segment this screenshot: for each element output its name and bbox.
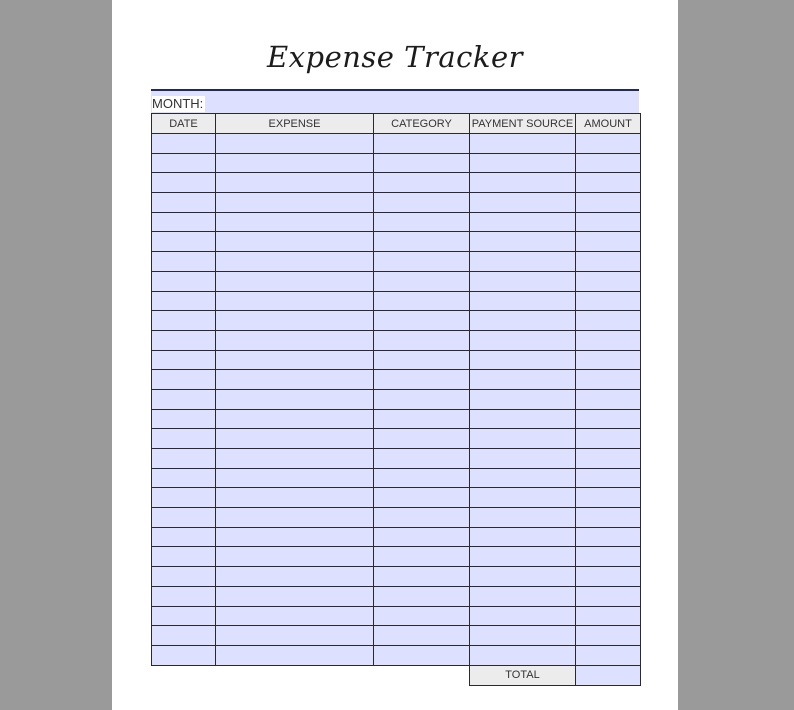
cell-expense[interactable] [216, 645, 374, 665]
cell-amount[interactable] [576, 271, 641, 291]
cell-expense[interactable] [216, 291, 374, 311]
cell-date[interactable] [152, 330, 216, 350]
total-amount-field[interactable] [576, 665, 641, 685]
cell-category[interactable] [374, 508, 470, 528]
cell-expense[interactable] [216, 449, 374, 469]
cell-amount[interactable] [576, 350, 641, 370]
cell-date[interactable] [152, 508, 216, 528]
cell-date[interactable] [152, 212, 216, 232]
cell-amount[interactable] [576, 212, 641, 232]
cell-category[interactable] [374, 606, 470, 626]
cell-category[interactable] [374, 311, 470, 331]
cell-category[interactable] [374, 252, 470, 272]
cell-expense[interactable] [216, 468, 374, 488]
cell-payment-source[interactable] [470, 350, 576, 370]
cell-expense[interactable] [216, 606, 374, 626]
cell-amount[interactable] [576, 370, 641, 390]
cell-payment-source[interactable] [470, 468, 576, 488]
cell-expense[interactable] [216, 409, 374, 429]
cell-category[interactable] [374, 193, 470, 213]
page-title: Expense Tracker [266, 40, 524, 74]
table-row [152, 350, 641, 370]
cell-date[interactable] [152, 626, 216, 646]
cell-payment-source[interactable] [470, 370, 576, 390]
cell-amount[interactable] [576, 134, 641, 154]
table-row [152, 429, 641, 449]
cell-payment-source[interactable] [470, 193, 576, 213]
cell-amount[interactable] [576, 153, 641, 173]
cell-amount[interactable] [576, 488, 641, 508]
table-row [152, 271, 641, 291]
cell-amount[interactable] [576, 252, 641, 272]
cell-category[interactable] [374, 645, 470, 665]
cell-amount[interactable] [576, 468, 641, 488]
cell-amount[interactable] [576, 291, 641, 311]
cell-expense[interactable] [216, 429, 374, 449]
cell-date[interactable] [152, 389, 216, 409]
cell-date[interactable] [152, 527, 216, 547]
cell-amount[interactable] [576, 173, 641, 193]
cell-payment-source[interactable] [470, 488, 576, 508]
cell-payment-source[interactable] [470, 547, 576, 567]
cell-expense[interactable] [216, 252, 374, 272]
cell-amount[interactable] [576, 449, 641, 469]
table-row [152, 291, 641, 311]
month-label: MONTH: [152, 96, 204, 111]
cell-payment-source[interactable] [470, 252, 576, 272]
cell-payment-source[interactable] [470, 212, 576, 232]
cell-date[interactable] [152, 586, 216, 606]
cell-amount[interactable] [576, 527, 641, 547]
cell-payment-source[interactable] [470, 291, 576, 311]
cell-date[interactable] [152, 488, 216, 508]
table-row [152, 311, 641, 331]
table-row [152, 173, 641, 193]
column-header-category: CATEGORY [374, 114, 470, 134]
cell-payment-source[interactable] [470, 429, 576, 449]
cell-category[interactable] [374, 547, 470, 567]
cell-amount[interactable] [576, 389, 641, 409]
cell-expense[interactable] [216, 626, 374, 646]
cell-category[interactable] [374, 173, 470, 193]
cell-expense[interactable] [216, 508, 374, 528]
cell-amount[interactable] [576, 586, 641, 606]
total-row-spacer [152, 665, 470, 685]
cell-amount[interactable] [576, 429, 641, 449]
cell-expense[interactable] [216, 134, 374, 154]
cell-expense[interactable] [216, 370, 374, 390]
cell-amount[interactable] [576, 193, 641, 213]
table-row [152, 153, 641, 173]
cell-amount[interactable] [576, 547, 641, 567]
cell-expense[interactable] [216, 488, 374, 508]
cell-payment-source[interactable] [470, 330, 576, 350]
cell-category[interactable] [374, 350, 470, 370]
cell-category[interactable] [374, 291, 470, 311]
cell-category[interactable] [374, 586, 470, 606]
cell-date[interactable] [152, 606, 216, 626]
cell-category[interactable] [374, 567, 470, 587]
table-row [152, 586, 641, 606]
cell-expense[interactable] [216, 547, 374, 567]
cell-payment-source[interactable] [470, 606, 576, 626]
table-row [152, 212, 641, 232]
cell-amount[interactable] [576, 311, 641, 331]
cell-category[interactable] [374, 527, 470, 547]
cell-category[interactable] [374, 134, 470, 154]
table-row [152, 547, 641, 567]
table-row [152, 370, 641, 390]
cell-category[interactable] [374, 449, 470, 469]
cell-category[interactable] [374, 232, 470, 252]
column-header-payment-source: PAYMENT SOURCE [470, 114, 576, 134]
cell-expense[interactable] [216, 330, 374, 350]
cell-date[interactable] [152, 193, 216, 213]
cell-category[interactable] [374, 370, 470, 390]
cell-expense[interactable] [216, 193, 374, 213]
table-row [152, 567, 641, 587]
table-body [152, 134, 641, 666]
table-row [152, 488, 641, 508]
cell-amount[interactable] [576, 330, 641, 350]
cell-expense[interactable] [216, 350, 374, 370]
table-row [152, 252, 641, 272]
table-row [152, 193, 641, 213]
table-row [152, 409, 641, 429]
cell-payment-source[interactable] [470, 449, 576, 469]
cell-payment-source[interactable] [470, 645, 576, 665]
table-row [152, 449, 641, 469]
cell-expense[interactable] [216, 232, 374, 252]
cell-payment-source[interactable] [470, 626, 576, 646]
column-header-amount: AMOUNT [576, 114, 641, 134]
cell-expense[interactable] [216, 153, 374, 173]
cell-payment-source[interactable] [470, 173, 576, 193]
cell-category[interactable] [374, 389, 470, 409]
cell-amount[interactable] [576, 409, 641, 429]
cell-date[interactable] [152, 429, 216, 449]
month-row [151, 91, 639, 113]
total-label: TOTAL [470, 665, 576, 685]
cell-expense[interactable] [216, 271, 374, 291]
cell-payment-source[interactable] [470, 409, 576, 429]
cell-date[interactable] [152, 645, 216, 665]
cell-category[interactable] [374, 468, 470, 488]
cell-category[interactable] [374, 488, 470, 508]
total-row [152, 665, 641, 685]
cell-payment-source[interactable] [470, 527, 576, 547]
cell-category[interactable] [374, 330, 470, 350]
column-header-expense: EXPENSE [216, 114, 374, 134]
cell-category[interactable] [374, 429, 470, 449]
cell-date[interactable] [152, 134, 216, 154]
cell-date[interactable] [152, 173, 216, 193]
cell-date[interactable] [152, 547, 216, 567]
cell-amount[interactable] [576, 508, 641, 528]
cell-expense[interactable] [216, 586, 374, 606]
cell-amount[interactable] [576, 567, 641, 587]
table-row [152, 606, 641, 626]
cell-expense[interactable] [216, 311, 374, 331]
table-row [152, 645, 641, 665]
cell-expense[interactable] [216, 173, 374, 193]
cell-amount[interactable] [576, 645, 641, 665]
cell-amount[interactable] [576, 626, 641, 646]
month-field[interactable] [208, 91, 639, 113]
cell-category[interactable] [374, 271, 470, 291]
cell-payment-source[interactable] [470, 311, 576, 331]
cell-payment-source[interactable] [470, 232, 576, 252]
cell-date[interactable] [152, 370, 216, 390]
table-row [152, 527, 641, 547]
cell-category[interactable] [374, 626, 470, 646]
column-header-date: DATE [152, 114, 216, 134]
cell-payment-source[interactable] [470, 508, 576, 528]
cell-payment-source[interactable] [470, 567, 576, 587]
cell-amount[interactable] [576, 606, 641, 626]
cell-payment-source[interactable] [470, 153, 576, 173]
cell-expense[interactable] [216, 527, 374, 547]
table-header-row [152, 114, 641, 134]
cell-date[interactable] [152, 468, 216, 488]
table-row [152, 389, 641, 409]
cell-amount[interactable] [576, 232, 641, 252]
table-row [152, 232, 641, 252]
cell-date[interactable] [152, 311, 216, 331]
cell-category[interactable] [374, 153, 470, 173]
cell-date[interactable] [152, 449, 216, 469]
cell-payment-source[interactable] [470, 586, 576, 606]
cell-payment-source[interactable] [470, 134, 576, 154]
cell-payment-source[interactable] [470, 389, 576, 409]
table-row [152, 468, 641, 488]
cell-date[interactable] [152, 350, 216, 370]
cell-payment-source[interactable] [470, 271, 576, 291]
cell-date[interactable] [152, 232, 216, 252]
cell-date[interactable] [152, 291, 216, 311]
cell-date[interactable] [152, 409, 216, 429]
table-row [152, 330, 641, 350]
cell-date[interactable] [152, 271, 216, 291]
cell-expense[interactable] [216, 389, 374, 409]
table-row [152, 626, 641, 646]
table-row [152, 508, 641, 528]
cell-category[interactable] [374, 212, 470, 232]
cell-date[interactable] [152, 567, 216, 587]
cell-date[interactable] [152, 153, 216, 173]
expense-table [151, 113, 641, 686]
cell-category[interactable] [374, 409, 470, 429]
cell-date[interactable] [152, 252, 216, 272]
printable-page [112, 0, 678, 710]
cell-expense[interactable] [216, 212, 374, 232]
cell-expense[interactable] [216, 567, 374, 587]
table-row [152, 134, 641, 154]
